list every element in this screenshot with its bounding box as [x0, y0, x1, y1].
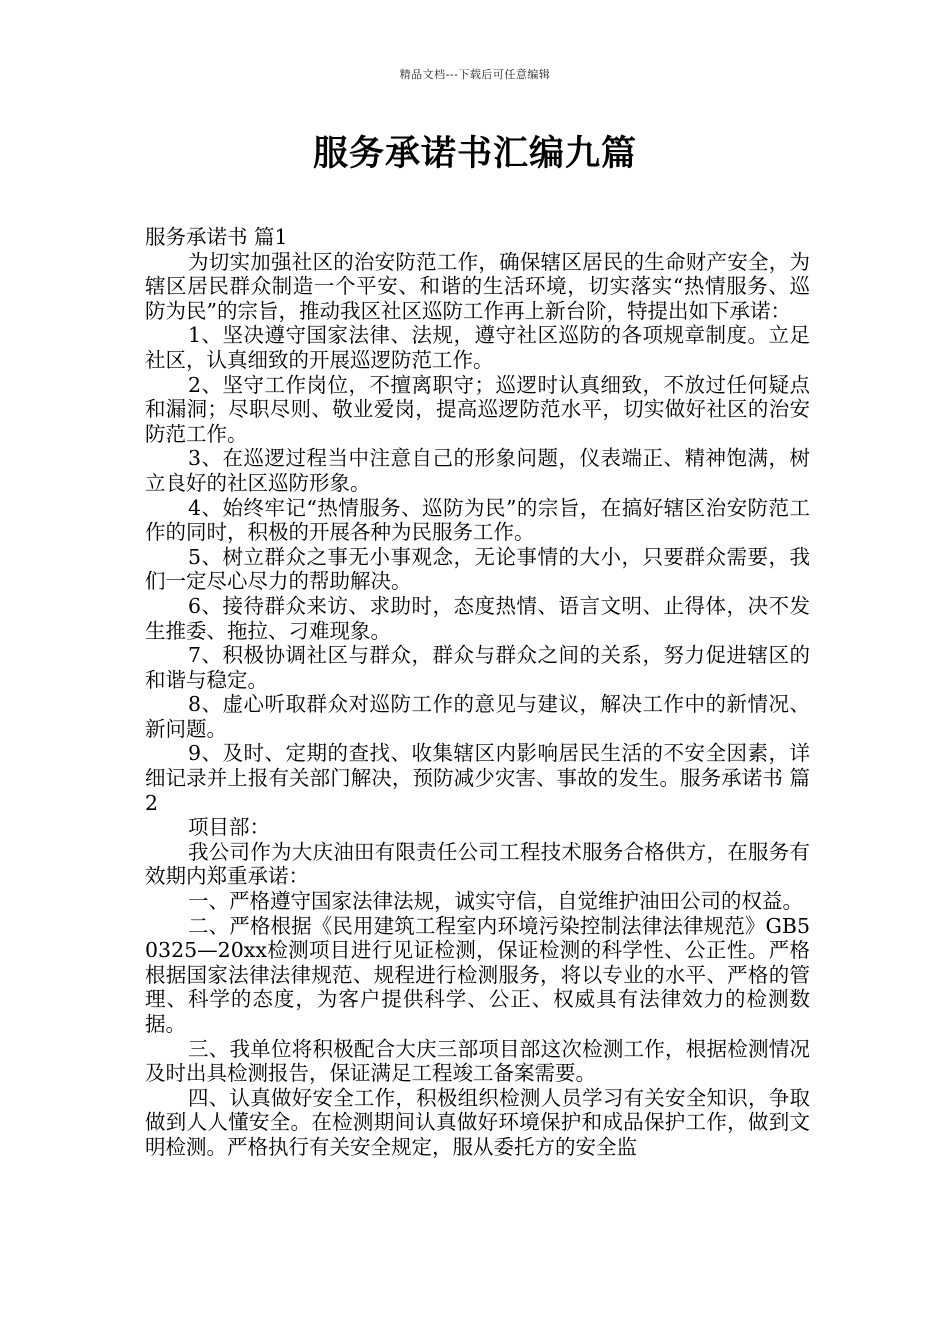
paragraph: 3、在巡逻过程当中注意自己的形象问题，仪表端正、精神饱满，树立良好的社区巡防形象。 [145, 446, 810, 495]
document-title: 服务承诺书汇编九篇 [312, 134, 637, 174]
paragraph: 1、坚决遵守国家法律、法规，遵守社区巡防的各项规章制度。立足社区，认真细致的开展巡逻防范工作。 [145, 323, 810, 372]
section-heading: 服务承诺书 篇1 [145, 225, 288, 249]
paragraph: 9、及时、定期的查找、收集辖区内影响居民生活的不安全因素，详细记录并上报有关部门解决，预防减少灾害、事故的发生。服务承诺书 篇2 [145, 741, 810, 815]
paragraph: 4、始终牢记“热情服务、巡防为民”的宗旨，在搞好辖区治安防范工作的同时，积极的开展各种为民服务工作。 [145, 495, 810, 545]
header-note: 精品文档---下载后可任意编辑 [399, 68, 551, 81]
paragraph: 项目部： [188, 815, 270, 840]
paragraph: 8、虚心听取群众对巡防工作的意见与建议，解决工作中的新情况、新问题。 [145, 692, 810, 741]
paragraph: 一、严格遵守国家法律法规，诚实守信，自觉维护油田公司的权益。 [188, 889, 803, 914]
paragraph: 7、积极协调社区与群众，群众与群众之间的关系，努力促进辖区的和谐与稳定。 [145, 643, 810, 692]
paragraph: 三、我单位将积极配合大庆三部项目部这次检测工作，根据检测情况及时出具检测报告，保证满足工程竣工备案需要。 [145, 1036, 810, 1086]
paragraph: 四、认真做好安全工作，积极组织检测人员学习有关安全知识，争取做到人人懂安全。在检测期间认真做好环境保护和成品保护工作，做到文明检测。严格执行有关安全规定，服从委托方的安全监 [145, 1085, 810, 1159]
paragraph: 我公司作为大庆油田有限责任公司工程技术服务合格供方，在服务有效期内郑重承诺： [145, 839, 810, 889]
document-body [145, 225, 810, 1160]
paragraph: 6、接待群众来访、求助时，态度热情、语言文明、止得体，决不发生推委、拖拉、刁难现象。 [145, 593, 810, 643]
paragraph: 2、坚守工作岗位，不擅离职守；巡逻时认真细致，不放过任何疑点和漏洞；尽职尽则、敬业爱岗，提高巡逻防范水平，切实做好社区的治安防范工作。 [145, 372, 810, 446]
paragraph: 二、严格根据《民用建筑工程室内环境污染控制法律法律规范》GB50325—20xx检测项目进行见证检测，保证检测的科学性、公正性。严格根据国家法律法律规范、规程进行检测服务，将以专业的水平、严格的管理、科学的态度，为客户提供科学、公正、权威具有法律效力的检测数据。 [145, 913, 810, 1036]
paragraph: 5、树立群众之事无小事观念，无论事情的大小，只要群众需要，我们一定尽心尽力的帮助解决。 [145, 544, 810, 594]
paragraph: 为切实加强社区的治安防范工作，确保辖区居民的生命财产安全，为辖区居民群众制造一个平安、和谐的生活环境，切实落实“热情服务、巡防为民”的宗旨，推动我区社区巡防工作再上新台阶，特提出如下承诺： [145, 249, 810, 323]
